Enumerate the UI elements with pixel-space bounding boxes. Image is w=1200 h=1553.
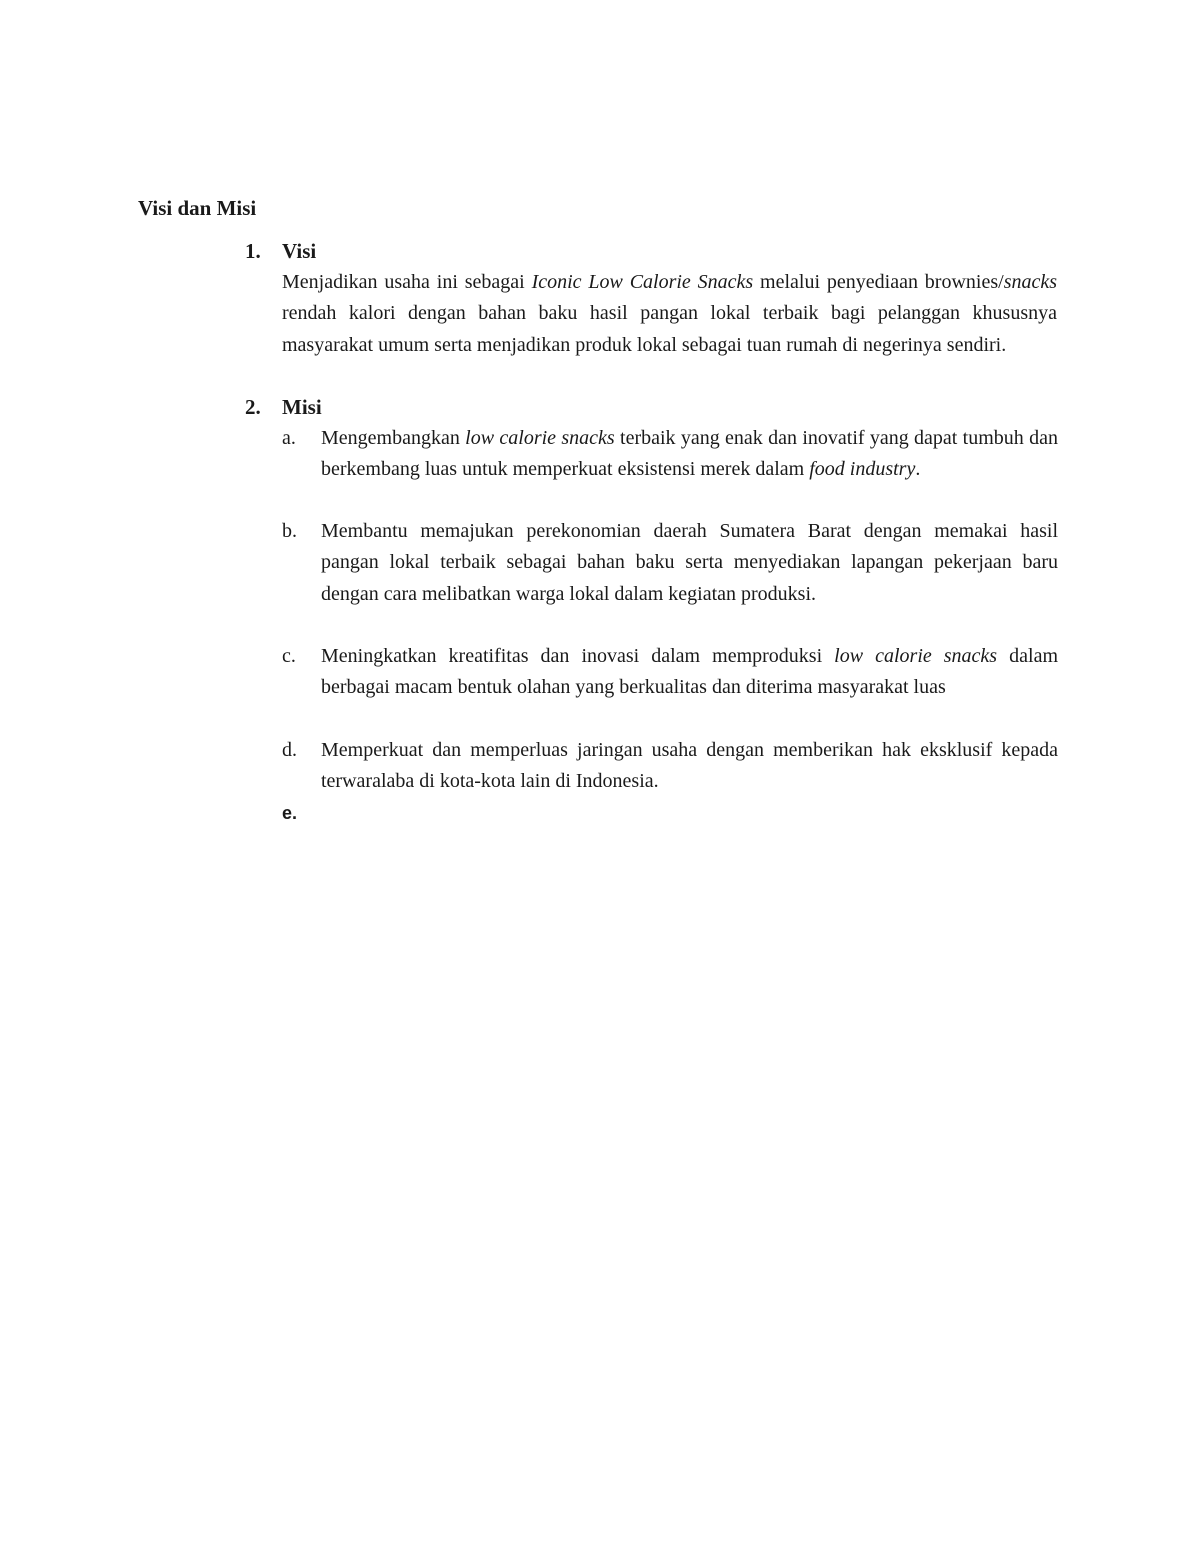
document-title: Visi dan Misi: [138, 196, 257, 220]
list-item-marker: b.: [282, 520, 297, 542]
item-text-part: Membantu memajukan perekonomian daerah Sumatera Barat dengan memakai hasil pangan lokal terbaik sebagai bahan baku serta menyediakan lapangan pekerjaan baru dengan cara melibatkan warga lokal dalam kegiatan produksi.: [321, 520, 1058, 605]
list-item-marker: e.: [282, 803, 298, 823]
item-text-part: .: [915, 458, 921, 481]
visi-text-italic-2: snacks: [1003, 271, 1058, 293]
visi-text-1: Menjadikan usaha ini sebagai: [282, 271, 532, 293]
list-item-text: [321, 735, 1058, 798]
item-text-part: Mengembangkan: [321, 427, 466, 449]
list-item-marker: d.: [282, 739, 297, 761]
item-text-part: Memperkuat dan memperluas jaringan usaha dengan memberikan hak eksklusif kepada terwaralaba di kota-kota lain di Indonesia.: [321, 739, 1058, 793]
item-text-part: dalam berbagai macam bentuk olahan yang berkualitas dan diterima masyarakat luas: [321, 645, 1059, 699]
section-heading: Misi: [282, 395, 322, 419]
item-text-italic: low calorie snacks: [465, 427, 615, 449]
section-number: 1.: [245, 239, 261, 263]
list-item-marker: a.: [282, 427, 296, 449]
visi-paragraph: [282, 267, 1057, 361]
visi-text-italic-1: Iconic Low Calorie Snacks: [531, 271, 754, 293]
list-item-marker: c.: [282, 645, 296, 667]
visi-text-3: rendah kalori dengan bahan baku hasil pangan lokal terbaik bagi pelanggan khususnya masyarakat umum serta menjadikan produk lokal sebagai tuan rumah di negerinya sendiri.: [282, 302, 1057, 356]
item-text-italic: low calorie snacks: [834, 645, 998, 667]
list-item-text: [321, 423, 1058, 486]
item-text-part: Meningkatkan kreatifitas dan inovasi dalam memproduksi: [321, 645, 835, 667]
section-number: 2.: [245, 395, 261, 419]
item-text-italic: food industry: [809, 458, 916, 481]
section-heading: Visi: [282, 239, 317, 263]
list-item-text: [321, 641, 1058, 704]
visi-text-2: melalui penyediaan brownies/: [753, 271, 1004, 293]
list-item-text: [321, 516, 1058, 610]
item-text-part: terbaik yang enak dan inovatif yang dapat tumbuh dan berkembang luas untuk memperkuat eksistensi merek dalam: [321, 427, 1058, 481]
